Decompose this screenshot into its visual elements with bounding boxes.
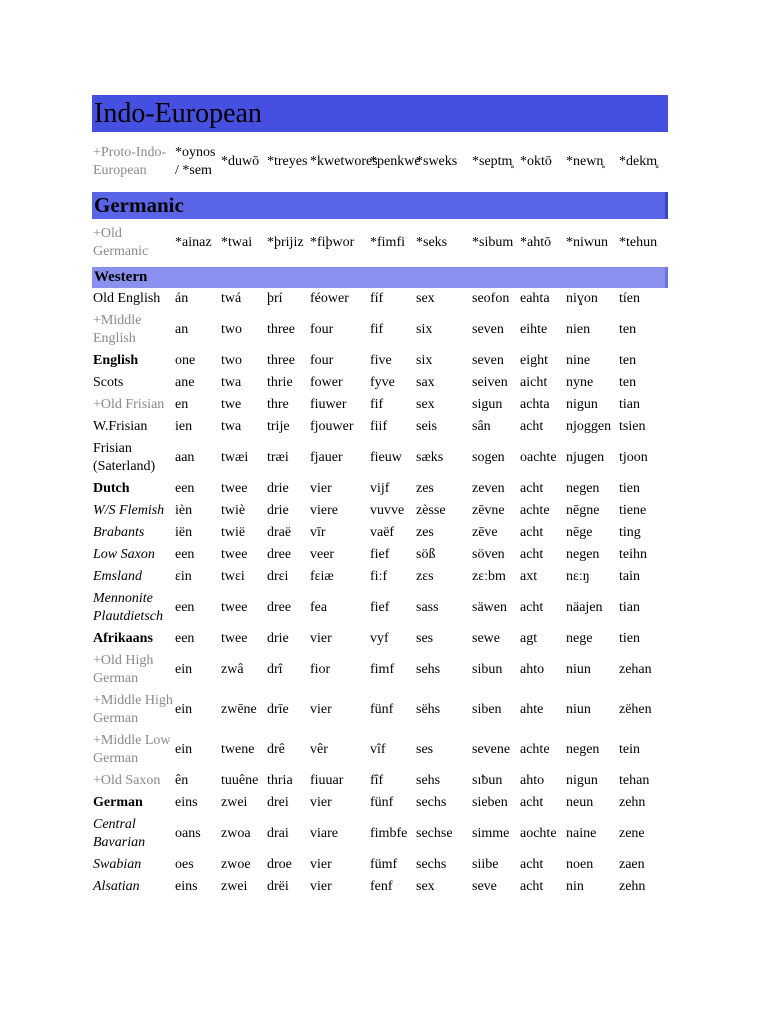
numeral-cell: agt — [520, 631, 538, 646]
numeral-cell: sehs — [416, 662, 441, 677]
numeral-cell: sechs — [416, 857, 447, 872]
language-name: W.Frisian — [93, 419, 148, 434]
numeral-cell: een — [175, 547, 195, 562]
numeral-cell: acht — [520, 879, 544, 894]
numeral-cell: *seks — [416, 235, 448, 250]
numeral-cell: neun — [566, 795, 594, 810]
numeral-cell: nin — [566, 879, 584, 894]
numeral-cell: ein — [175, 742, 193, 757]
table-row — [92, 814, 668, 854]
numeral-cell: ten — [619, 375, 637, 390]
language-name: Dutch — [93, 481, 130, 496]
numeral-cell: *þrijiz — [267, 235, 304, 250]
numeral-cell: seiven — [472, 375, 508, 390]
numeral-cell: drei — [267, 795, 289, 810]
numeral-cell: niun — [566, 702, 591, 717]
numeral-cell: ting — [619, 525, 641, 540]
table-row — [92, 770, 668, 792]
numeral-cell: sogen — [472, 450, 505, 465]
table-row — [92, 730, 668, 770]
numeral-cell: fif — [370, 322, 384, 337]
numeral-cell: niɣon — [566, 291, 598, 306]
numeral-cell: thrie — [267, 375, 293, 390]
numeral-cell: zwoa — [221, 826, 251, 841]
section-heading-western: Western — [92, 267, 668, 288]
numeral-cell: acht — [520, 525, 544, 540]
numeral-cell: seven — [472, 322, 504, 337]
numeral-cell: *septm̥ — [472, 154, 513, 169]
numeral-cell: fjauer — [310, 450, 343, 465]
numeral-cell: niun — [566, 662, 591, 677]
numeral-cell: sex — [416, 397, 435, 412]
numeral-cell: ein — [175, 702, 193, 717]
numeral-cell: zaen — [619, 857, 645, 872]
numeral-cell: *tehun — [619, 235, 658, 250]
numeral-cell: zēvne — [472, 503, 505, 518]
numeral-cell: tien — [619, 481, 640, 496]
numeral-cell: zehan — [619, 662, 652, 677]
numeral-cell: *niwun — [566, 235, 608, 250]
numeral-cell: two — [221, 322, 242, 337]
language-name: +Old Saxon — [93, 773, 161, 788]
numeral-cell: achte — [520, 503, 550, 518]
numeral-cell: zene — [619, 826, 645, 841]
numeral-cell: zehn — [619, 879, 646, 894]
numeral-cell: simme — [472, 826, 510, 841]
section-heading-germanic: Germanic — [92, 192, 668, 219]
numeral-cell: zēve — [472, 525, 498, 540]
numeral-cell: fyve — [370, 375, 395, 390]
numeral-cell: vier — [310, 879, 332, 894]
language-name: +Old High German — [93, 653, 154, 686]
numeral-cell: seis — [416, 419, 437, 434]
numeral-cell: vīr — [310, 525, 326, 540]
table-row — [92, 522, 668, 544]
numeral-cell: fiuwer — [310, 397, 347, 412]
numeral-cell: acht — [520, 419, 544, 434]
language-name: Swabian — [93, 857, 142, 872]
numeral-cell: four — [310, 353, 334, 368]
numeral-cell: vaëf — [370, 525, 395, 540]
table-row — [92, 588, 668, 628]
numeral-cell: *oynos / *sem — [175, 145, 216, 178]
numeral-cell: fiif — [370, 419, 388, 434]
numeral-cell: ten — [619, 322, 637, 337]
numeral-cell: drai — [267, 826, 289, 841]
numeral-cell: fieuw — [370, 450, 402, 465]
numeral-cell: drî — [267, 662, 283, 677]
numeral-cell: een — [175, 600, 195, 615]
numeral-cell: *sweks — [416, 154, 458, 169]
numeral-cell: negen — [566, 742, 600, 757]
numeral-cell: vier — [310, 857, 332, 872]
table-row — [92, 876, 668, 898]
numeral-cell: zwēne — [221, 702, 257, 717]
numeral-cell: oes — [175, 857, 194, 872]
numeral-cell: sex — [416, 291, 435, 306]
numeral-cell: aicht — [520, 375, 548, 390]
numeral-cell: eins — [175, 879, 198, 894]
numeral-cell: en — [175, 397, 189, 412]
numeral-cell: dree — [267, 600, 292, 615]
numeral-cell: twá — [221, 291, 242, 306]
numeral-cell: seofon — [472, 291, 510, 306]
table-row — [92, 288, 668, 310]
table-row — [92, 132, 668, 192]
numeral-cell: nigun — [566, 397, 598, 412]
numeral-cell: sigun — [472, 397, 503, 412]
numeral-cell: an — [175, 322, 189, 337]
numeral-cell: fünf — [370, 702, 394, 717]
numeral-cell: sevene — [472, 742, 511, 757]
numeral-cell: sëhs — [416, 702, 441, 717]
numeral-cell: nɛːŋ — [566, 569, 590, 584]
numeral-cell: fif — [370, 397, 384, 412]
numeral-cell: ên — [175, 773, 189, 788]
numeral-cell: ahto — [520, 662, 545, 677]
numeral-cell: näajen — [566, 600, 603, 615]
numeral-cell: drīe — [267, 702, 289, 717]
numeral-cell: ɛin — [175, 569, 192, 584]
numeral-cell: ièn — [175, 503, 193, 518]
numeral-cell: *kwetwores — [310, 154, 378, 169]
numeral-cell: nyne — [566, 375, 594, 390]
numeral-cell: thria — [267, 773, 293, 788]
numeral-cell: acht — [520, 795, 544, 810]
numeral-cell: fimbfe — [370, 826, 408, 841]
table-row — [92, 690, 668, 730]
numeral-cell: vier — [310, 702, 332, 717]
numeral-cell: droe — [267, 857, 292, 872]
numeral-cell: sechs — [416, 795, 447, 810]
numeral-cell: noen — [566, 857, 594, 872]
numeral-cell: achta — [520, 397, 550, 412]
numeral-cell: zes — [416, 525, 434, 540]
numeral-cell: six — [416, 353, 433, 368]
numeral-cell: four — [310, 322, 334, 337]
numeral-cell: dree — [267, 547, 292, 562]
numeral-cell: fîf — [370, 773, 384, 788]
numeral-cell: oachte — [520, 450, 557, 465]
numeral-cell: fümf — [370, 857, 398, 872]
numeral-cell: iën — [175, 525, 193, 540]
numeral-cell: *duwō — [221, 154, 260, 169]
numeral-cell: negen — [566, 547, 600, 562]
numeral-cell: *fimfi — [370, 235, 405, 250]
numeral-cell: acht — [520, 481, 544, 496]
language-name: +Proto-Indo-European — [93, 145, 167, 178]
numeral-cell: ahte — [520, 702, 544, 717]
document-page — [92, 95, 668, 898]
numeral-cell: fenf — [370, 879, 393, 894]
numeral-cell: sass — [416, 600, 439, 615]
numeral-cell: acht — [520, 600, 544, 615]
numeral-cell: negen — [566, 481, 600, 496]
numerals-table — [92, 288, 668, 898]
numeral-cell: drie — [267, 631, 289, 646]
numeral-cell: sechse — [416, 826, 453, 841]
numeral-cell: tiene — [619, 503, 647, 518]
table-row — [92, 478, 668, 500]
numeral-cell: zɛːbm — [472, 569, 506, 584]
language-name: +Old Frisian — [93, 397, 165, 412]
table-row — [92, 438, 668, 478]
numeral-cell: zeven — [472, 481, 505, 496]
numeral-cell: fjouwer — [310, 419, 354, 434]
numeral-cell: vier — [310, 795, 332, 810]
numeral-cell: tsien — [619, 419, 646, 434]
table-row — [92, 792, 668, 814]
numeral-cell: nege — [566, 631, 593, 646]
numeral-cell: twe — [221, 397, 242, 412]
numeral-cell: zɛs — [416, 569, 434, 584]
numeral-cell: aochte — [520, 826, 557, 841]
numeral-cell: twee — [221, 631, 248, 646]
numeral-cell: axt — [520, 569, 538, 584]
numeral-cell: zwei — [221, 879, 248, 894]
numeral-cell: tuuêne — [221, 773, 259, 788]
numeral-cell: eight — [520, 353, 548, 368]
numeral-cell: söven — [472, 547, 505, 562]
numeral-cell: nēgne — [566, 503, 600, 518]
numeral-cell: twië — [221, 525, 246, 540]
numeral-cell: aan — [175, 450, 195, 465]
numeral-cell: trije — [267, 419, 290, 434]
numeral-cell: twæi — [221, 450, 249, 465]
numeral-cell: twɛi — [221, 569, 245, 584]
numeral-cell: one — [175, 353, 196, 368]
numeral-cell: two — [221, 353, 242, 368]
numeral-cell: sewe — [472, 631, 500, 646]
numeral-cell: twee — [221, 547, 248, 562]
numeral-cell: zèsse — [416, 503, 446, 518]
numeral-cell: sân — [472, 419, 491, 434]
numeral-cell: twee — [221, 600, 248, 615]
language-name: +Middle English — [93, 313, 142, 346]
numeral-cell: nigun — [566, 773, 598, 788]
language-name: Afrikaans — [93, 631, 153, 646]
numeral-cell: nien — [566, 322, 591, 337]
numeral-cell: zes — [416, 481, 434, 496]
table-row — [92, 350, 668, 372]
numeral-cell: three — [267, 353, 295, 368]
numeral-cell: *treyes — [267, 154, 308, 169]
numeral-cell: án — [175, 291, 189, 306]
numeral-cell: *ahtō — [520, 235, 552, 250]
numeral-cell: twiè — [221, 503, 246, 518]
table-row — [92, 566, 668, 588]
numeral-cell: drëi — [267, 879, 289, 894]
numeral-cell: vîf — [370, 742, 386, 757]
numeral-cell: sæks — [416, 450, 444, 465]
numeral-cell: vijf — [370, 481, 390, 496]
numeral-cell: *sibum — [472, 235, 514, 250]
language-name: Low Saxon — [93, 547, 155, 562]
table-row — [92, 394, 668, 416]
numeral-cell: tain — [619, 569, 640, 584]
numeral-cell: fɛiæ — [310, 569, 334, 584]
numeral-cell: ten — [619, 353, 637, 368]
numeral-cell: zwei — [221, 795, 248, 810]
language-name: Emsland — [93, 569, 142, 584]
numeral-cell: draë — [267, 525, 292, 540]
numeral-cell: naine — [566, 826, 597, 841]
numeral-cell: acht — [520, 857, 544, 872]
language-name: Alsatian — [93, 879, 140, 894]
numeral-cell: eins — [175, 795, 198, 810]
numeral-cell: sehs — [416, 773, 441, 788]
numeral-cell: fief — [370, 600, 390, 615]
numeral-cell: säwen — [472, 600, 507, 615]
numeral-cell: vier — [310, 631, 332, 646]
numeral-cell: vier — [310, 481, 332, 496]
numeral-cell: siben — [472, 702, 502, 717]
numeral-cell: tien — [619, 631, 640, 646]
numeral-cell: acht — [520, 547, 544, 562]
numeral-cell: *ainaz — [175, 235, 212, 250]
numeral-cell: njugen — [566, 450, 605, 465]
numeral-cell: nēge — [566, 525, 593, 540]
language-name: Central Bavarian — [93, 817, 146, 850]
numeral-cell: ein — [175, 662, 193, 677]
numeral-cell: zëhen — [619, 702, 652, 717]
numeral-cell: sax — [416, 375, 435, 390]
numeral-cell: sieben — [472, 795, 508, 810]
numeral-cell: fiuuar — [310, 773, 344, 788]
table-row — [92, 544, 668, 566]
numeral-cell: twee — [221, 481, 248, 496]
numeral-cell: ses — [416, 742, 434, 757]
numeral-cell: *fiþwor — [310, 235, 355, 250]
numeral-cell: eahta — [520, 291, 550, 306]
numeral-cell: fower — [310, 375, 343, 390]
numeral-cell: oans — [175, 826, 201, 841]
numeral-cell: ses — [416, 631, 434, 646]
numeral-cell: twa — [221, 419, 242, 434]
numeral-cell: vuvve — [370, 503, 405, 518]
numeral-cell: eihte — [520, 322, 548, 337]
language-name: +Old Germanic — [93, 226, 149, 259]
numeral-cell: ahto — [520, 773, 545, 788]
numeral-cell: ane — [175, 375, 195, 390]
numeral-cell: nine — [566, 353, 591, 368]
numeral-cell: five — [370, 353, 392, 368]
numeral-cell: *penkwe — [370, 154, 421, 169]
numeral-cell: þrí — [267, 291, 283, 306]
language-name: German — [93, 795, 143, 810]
language-name: W/S Flemish — [93, 503, 165, 518]
table-row — [92, 219, 668, 267]
numeral-cell: *newn̥ — [566, 154, 604, 169]
numeral-cell: six — [416, 322, 433, 337]
numeral-cell: *oktō — [520, 154, 552, 169]
numeral-cell: twene — [221, 742, 255, 757]
numeral-cell: zwâ — [221, 662, 244, 677]
table-row — [92, 500, 668, 522]
numeral-cell: fünf — [370, 795, 394, 810]
numeral-cell: féower — [310, 291, 349, 306]
numeral-cell: tian — [619, 600, 640, 615]
language-name: Scots — [93, 375, 124, 390]
table-row — [92, 854, 668, 876]
numeral-cell: njoggen — [566, 419, 612, 434]
numeral-cell: fíf — [370, 291, 384, 306]
numeral-cell: zwoe — [221, 857, 251, 872]
numeral-cell: tíen — [619, 291, 640, 306]
numeral-cell: fiːf — [370, 569, 388, 584]
numeral-cell: fea — [310, 600, 328, 615]
numeral-cell: vêr — [310, 742, 328, 757]
numeral-cell: *twai — [221, 235, 253, 250]
numeral-cell: tjoon — [619, 450, 648, 465]
numeral-cell: sex — [416, 879, 435, 894]
numeral-cell: drie — [267, 481, 289, 496]
numeral-cell: ien — [175, 419, 193, 434]
numeral-cell: sıƀun — [472, 773, 503, 788]
numeral-cell: sibun — [472, 662, 503, 677]
numeral-cell: teihn — [619, 547, 647, 562]
numeral-cell: een — [175, 631, 195, 646]
numeral-cell: zehn — [619, 795, 646, 810]
table-row — [92, 416, 668, 438]
numeral-cell: fior — [310, 662, 331, 677]
germanic-table — [92, 219, 668, 267]
numeral-cell: twa — [221, 375, 242, 390]
language-name: +Middle High German — [93, 693, 173, 726]
numeral-cell: söß — [416, 547, 436, 562]
numeral-cell: drie — [267, 503, 289, 518]
numeral-cell: viare — [310, 826, 338, 841]
numeral-cell: vyf — [370, 631, 389, 646]
numeral-cell: three — [267, 322, 295, 337]
language-name: Old English — [93, 291, 161, 306]
numeral-cell: seven — [472, 353, 504, 368]
numeral-cell: siibe — [472, 857, 499, 872]
proto-table — [92, 132, 668, 192]
numeral-cell: drê — [267, 742, 285, 757]
language-name: +Middle Low German — [93, 733, 171, 766]
table-row — [92, 310, 668, 350]
numeral-cell: een — [175, 481, 195, 496]
numeral-cell: *dekm̥ — [619, 154, 658, 169]
numeral-cell: drɛi — [267, 569, 289, 584]
table-row — [92, 650, 668, 690]
numeral-cell: achte — [520, 742, 550, 757]
table-row — [92, 372, 668, 394]
language-name: Frisian (Saterland) — [93, 441, 156, 474]
numeral-cell: tian — [619, 397, 640, 412]
language-name: English — [93, 353, 139, 368]
numeral-cell: thre — [267, 397, 289, 412]
language-name: Brabants — [93, 525, 145, 540]
numeral-cell: veer — [310, 547, 335, 562]
page-title: Indo-European — [92, 95, 668, 132]
numeral-cell: træi — [267, 450, 289, 465]
table-row — [92, 628, 668, 650]
numeral-cell: tein — [619, 742, 640, 757]
numeral-cell: fimf — [370, 662, 395, 677]
numeral-cell: seve — [472, 879, 497, 894]
numeral-cell: viere — [310, 503, 338, 518]
numeral-cell: tehan — [619, 773, 650, 788]
language-name: Mennonite Plautdietsch — [93, 591, 163, 624]
numeral-cell: fief — [370, 547, 390, 562]
